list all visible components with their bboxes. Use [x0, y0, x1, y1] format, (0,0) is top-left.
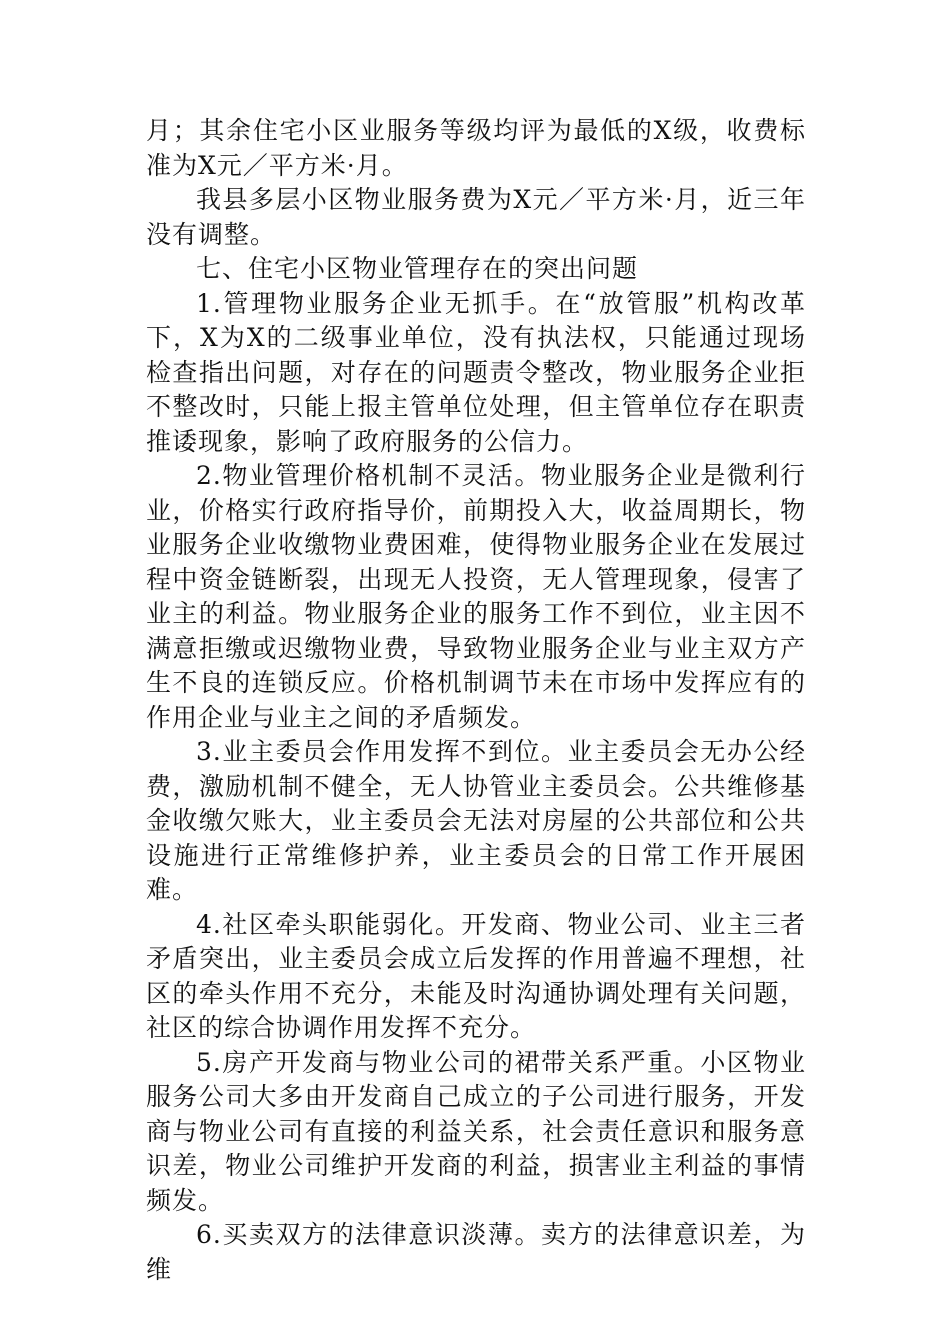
document-page: [146, 114, 806, 1287]
list-item: 4.社区牵头职能弱化。开发商、物业公司、业主三者矛盾突出，业主委员会成立后发挥的作用普遍不理想，社区的牵头作用不充分，未能及时沟通协调处理有关问题，社区的综合协调作用发挥不充分。: [146, 909, 806, 1042]
list-item: 5.房产开发商与物业公司的裙带关系严重。小区物业服务公司大多由开发商自己成立的子公司进行服务，开发商与物业公司有直接的利益关系，社会责任意识和服务意识差，物业公司维护开发商的利益，损害业主利益的事情频发。: [146, 1047, 806, 1215]
list-item: 6.买卖双方的法律意识淡薄。卖方的法律意识差，为维: [146, 1220, 806, 1284]
list-item: 2.物业管理价格机制不灵活。物业服务企业是微利行业，价格实行政府指导价，前期投入大，收益周期长，物业服务企业收缴物业费困难，使得物业服务企业在发展过程中资金链断裂，出现无人投资，无人管理现象，侵害了业主的利益。物业服务企业的服务工作不到位，业主因不满意拒缴或迟缴物业费，导致物业服务企业与业主双方产生不良的连锁反应。价格机制调节未在市场中发挥应有的作用企业与业主之间的矛盾频发。: [146, 461, 806, 732]
list-item: 1.管理物业服务企业无抓手。在“放管服”机构改革下，X为X的二级事业单位，没有执法权，只能通过现场检查指出问题，对存在的问题责令整改，物业服务企业拒不整改时，只能上报主管单位处理，但主管单位存在职责推诿现象，影响了政府服务的公信力。: [146, 288, 806, 456]
paragraph-fee: 我县多层小区物业服务费为X元／平方米·月，近三年没有调整。: [146, 185, 806, 249]
paragraph-continued: 月；其余住宅小区业服务等级均评为最低的X级，收费标准为X元／平方米·月。: [146, 116, 806, 180]
section-heading: 七、住宅小区物业管理存在的突出问题: [196, 254, 639, 283]
list-item: 3.业主委员会作用发挥不到位。业主委员会无办公经费，激励机制不健全，无人协管业主委员会。公共维修基金收缴欠账大，业主委员会无法对房屋的公共部位和公共设施进行正常维修护养，业主委员会的日常工作开展困难。: [146, 737, 806, 904]
